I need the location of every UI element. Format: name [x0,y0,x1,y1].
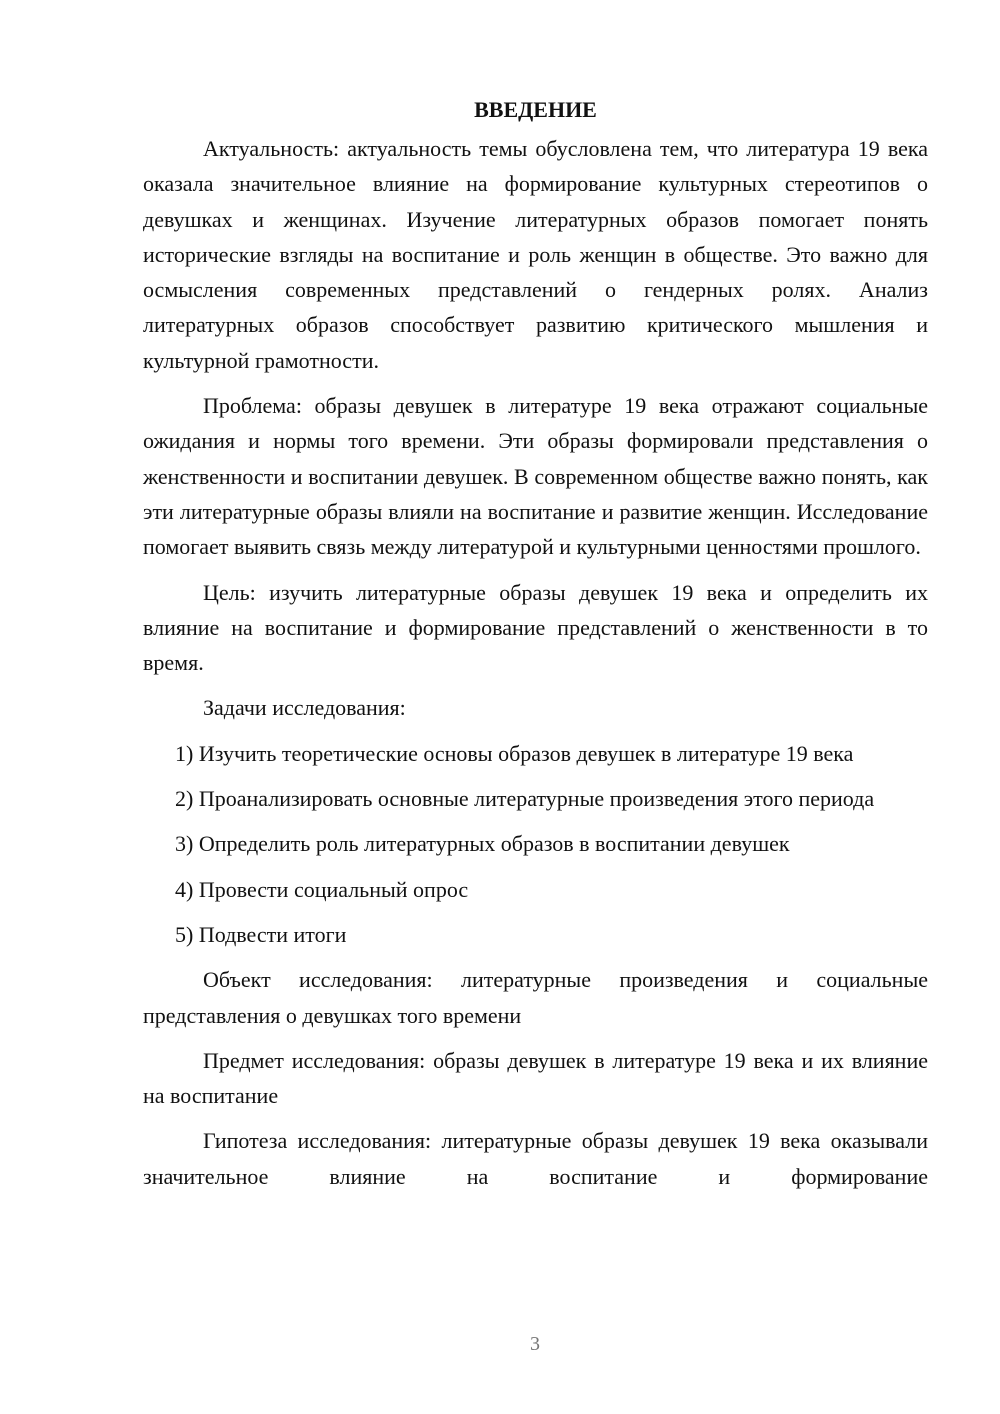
task-item-5: 5) Подвести итоги [175,921,347,947]
paragraph-actuality: Актуальность: актуальность темы обусловлена тем, что литература 19 века оказала значительное влияние на формирование культурных стереотипов о девушках и женщинах. Изучение литературных образов помогает понять исторические взгляды на воспитание и роль женщин в обществе. Это важно для осмысления современных представлений о гендерных ролях. Анализ литературных образов способствует развитию критического мышления и культурной грамотности. [143,136,928,373]
tasks-heading: Задачи исследования: [203,695,406,721]
task-item-4: 4) Провести социальный опрос [175,876,469,902]
document-page [143,92,928,1204]
paragraph-goal: Цель: изучить литературные образы девушек 19 века и определить их влияние на воспитание и формирование представлений о женственности в то время. [143,579,928,676]
task-item-1: 1) Изучить теоретические основы образов девушек в литературе 19 века [175,740,854,766]
paragraph-hypothesis: Гипотеза исследования: литературные образы девушек 19 века оказывали значительное влияние на воспитание и формирование [143,1128,928,1189]
page-number: 3 [530,1333,540,1355]
paragraph-object: Объект исследования: литературные произведения и социальные представления о девушках того времени [143,967,928,1028]
task-item-2: 2) Проанализировать основные литературные произведения этого периода [175,786,875,812]
section-title: ВВЕДЕНИЕ [474,97,597,122]
task-item-3: 3) Определить роль литературных образов в воспитании девушек [175,831,790,857]
tasks-list [143,736,928,952]
paragraph-problem: Проблема: образы девушек в литературе 19 века отражают социальные ожидания и нормы того времени. Эти образы формировали представления о женственности и воспитании девушек. В современном обществе важно понять, как эти литературные образы влияли на воспитание и развитие женщин. Исследование помогает выявить связь между литературой и культурными ценностями прошлого. [143,393,928,560]
paragraph-subject: Предмет исследования: образы девушек в литературе 19 века и их влияние на воспитание [143,1047,928,1109]
